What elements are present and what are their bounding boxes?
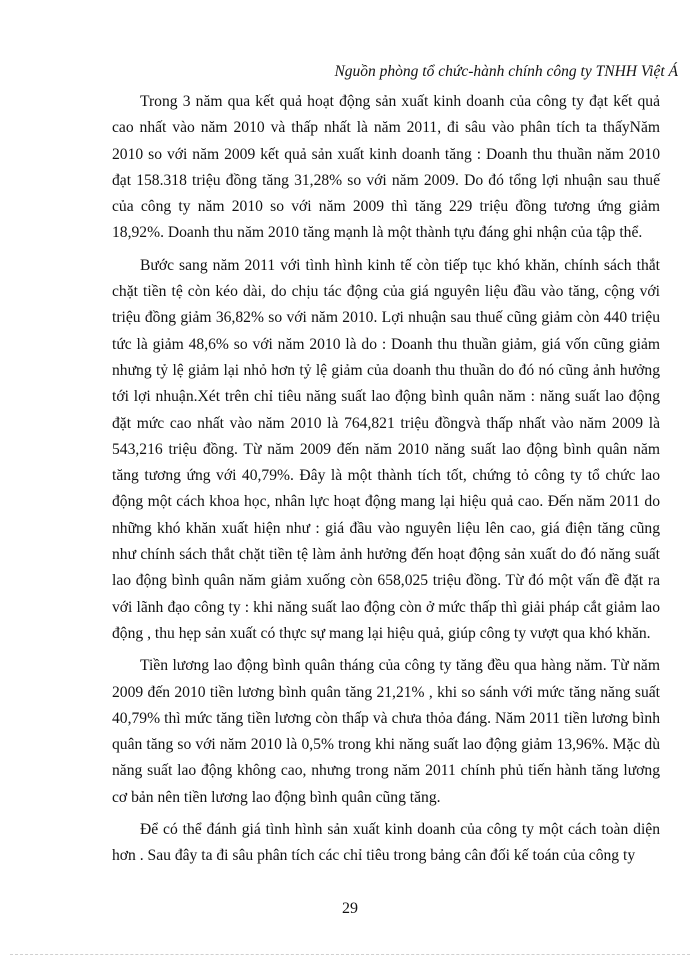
paragraph-4: Để có thể đánh giá tình hình sản xuất kinh doanh của công ty một cách toàn diện hơn . Sau đây ta đi sâu phân tích các chỉ tiêu trong bảng cân đối kế toán của công ty xyxy=(112,821,660,865)
paragraph-3: Tiền lương lao động bình quân tháng của công ty tăng đều qua hàng năm. Từ năm 2009 đến 2010 tiền lương bình quân tăng 21,21% , khi so sánh với mức tăng năng suất 40,79% thì mức tăng tiền lương còn thấp và chưa thỏa đáng. Năm 2011 tiền lương bình quân tăng so với năm 2010 là 0,5% trong khi năng suất lao động giảm 13,96%. Mặc dù năng suất lao động không cao, nhưng trong năm 2011 chính phủ tiến hành tăng lương cơ bản nên tiền lương lao động bình quân cũng tăng. xyxy=(112,657,660,806)
page-number: 29 xyxy=(342,900,358,917)
paragraph-2: Bước sang năm 2011 với tình hình kinh tế còn tiếp tục khó khăn, chính sách thắt chặt tiền tệ còn kéo dài, do chịu tác động của giá nguyên liệu đầu vào tăng, cộng với triệu đồng giảm 36,82% so với năm 2010. Lợi nhuận sau thuế cũng giảm còn 440 triệu tức là giảm 48,6% so với năm 2010 là do : Doanh thu thuần giảm, giá vốn cũng giảm nhưng tỷ lệ giảm lại nhỏ hơn tỷ lệ giảm của doanh thu thuần do đó nó cũng ảnh hưởng tới lợi nhuận.Xét trên chỉ tiêu năng suất lao động bình quân năm : năng suất lao động đặt mức cao nhất vào năm 2010 là 764,821 triệu đồngvà thấp nhất vào năm 2009 là 543,216 triệu đồng. Từ năm 2009 đến năm 2010 năng suất lao động bình quân năm tăng tương ứng với 40,79%. Đây là một thành tích tốt, chứng tỏ công ty tổ chức lao động một cách khoa học, nhân lực hoạt động mang lại hiệu quả cao. Đến năm 2011 do những khó khăn xuất hiện như : giá đầu vào nguyên liệu lên cao, giá điện tăng cũng như chính sách thắt chặt tiền tệ làm ảnh hưởng đến hoạt động sản xuất do đó năng suất lao động bình quân năm giảm xuống còn 658,025 triệu đồng. Từ đó một vấn đề đặt ra với lãnh đạo công ty : khi năng suất lao động còn ở mức thấp thì giải pháp cắt giảm lao động , thu hẹp sản xuất có thực sự mang lại hiệu quả, giúp công ty vượt qua khó khăn. xyxy=(112,256,660,642)
source-note: Nguồn phòng tổ chức-hành chính công ty TNHH Việt Á xyxy=(334,63,678,80)
body-text xyxy=(112,89,660,876)
paragraph-1: Trong 3 năm qua kết quả hoạt động sản xuất kinh doanh của công ty đạt kết quả cao nhất vào năm 2010 và thấp nhất là năm 2011, đi sâu vào phân tích ta thấyNăm 2010 so với năm 2009 kết quả sản xuất kinh doanh tăng : Doanh thu thuần năm 2010 đạt 158.318 triệu đồng tăng 31,28% so với năm 2009. Do đó tổng lợi nhuận sau thuế của công ty năm 2010 so với năm 2009 thì tăng 229 triệu đồng tương ứng giảm 18,92%. Doanh thu năm 2010 tăng mạnh là một thành tựu đáng ghi nhận của tập thể. xyxy=(112,93,660,242)
footer-divider xyxy=(10,954,690,955)
